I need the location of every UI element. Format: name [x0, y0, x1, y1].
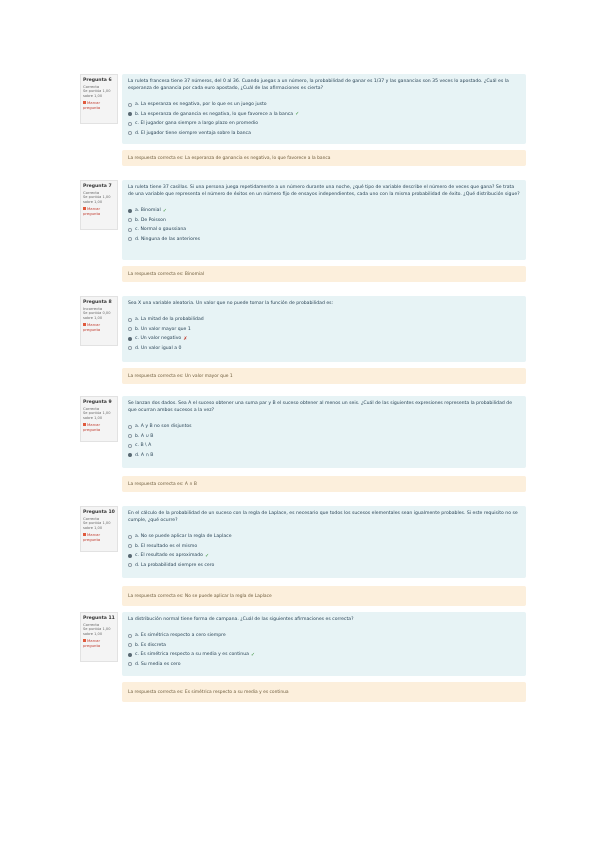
option-label: c. B \ A — [135, 443, 152, 449]
option-label: b. El resultado es el mismo — [135, 543, 198, 549]
radio-button-selected[interactable] — [128, 112, 132, 116]
radio-button[interactable] — [128, 131, 132, 135]
feedback-text: La respuesta correcta es: No se puede aplicar la regla de Laplace — [128, 593, 272, 599]
answer-option[interactable] — [128, 235, 520, 245]
flag-question-link[interactable] — [83, 206, 115, 216]
question-block — [80, 612, 526, 706]
feedback-box — [122, 682, 526, 702]
radio-button[interactable] — [128, 425, 132, 429]
question-block — [80, 180, 526, 285]
answer-option[interactable] — [128, 315, 520, 325]
radio-button[interactable] — [128, 122, 132, 126]
radio-button-selected[interactable] — [128, 554, 132, 558]
option-label: a. Es simétrica respecto a cero siempre — [135, 633, 226, 639]
question-text: En el cálculo de la probabilidad de un suceso con la regla de Laplace, es necesario que todos los sucesos elementales sean igualmente probables. Si este requisito no se cumple, ¿qué ocurre? — [128, 511, 518, 523]
answer-option[interactable] — [128, 641, 520, 651]
question-info — [80, 506, 118, 552]
options-list — [128, 631, 520, 669]
answer-option[interactable] — [128, 225, 520, 235]
radio-button[interactable] — [128, 346, 132, 350]
question-info — [80, 180, 118, 230]
flag-icon — [83, 101, 86, 104]
flag-icon — [83, 639, 86, 642]
incorrect-cross-icon: ✗ — [183, 335, 188, 342]
radio-button-selected[interactable] — [128, 337, 132, 341]
answer-option[interactable] — [128, 451, 520, 461]
answer-option[interactable] — [128, 561, 520, 571]
answer-option[interactable] — [128, 344, 520, 354]
feedback-text: La respuesta correcta es: Binomial — [128, 271, 205, 277]
answer-option[interactable] — [128, 532, 520, 542]
correct-check-icon: ✓ — [250, 651, 256, 658]
option-label: b. La esperanza de ganancia es negativa, lo que favorece a la banca — [135, 111, 294, 117]
question-points: Se puntúa 1,00 sobre 1,00 — [83, 195, 111, 204]
answer-option[interactable] — [128, 432, 520, 442]
option-label: d. Su media es cero — [135, 661, 181, 667]
option-label: d. A ∩ B — [135, 452, 154, 458]
feedback-text: La respuesta correcta es: Es simétrica respecto a su media y es continua — [128, 689, 289, 695]
option-label: d. La probabilidad siempre es cero — [135, 562, 215, 568]
question-text: Sea X una variable aleatoria. Un valor que no puede tomar la función de probabilidad es: — [128, 301, 334, 306]
option-label: a. A y B no son disjuntos — [135, 424, 192, 430]
option-label: c. Un valor negativo — [135, 336, 182, 342]
flag-question-link[interactable] — [83, 100, 115, 110]
flag-question-link[interactable] — [83, 322, 115, 332]
answer-option[interactable] — [128, 110, 520, 120]
radio-button[interactable] — [128, 327, 132, 331]
option-label: a. No se puede aplicar la regla de Laplace — [135, 534, 232, 540]
question-text: La distribución normal tiene forma de campana. ¿Cuál de las siguientes afirmaciones es correcta? — [128, 617, 354, 622]
radio-button[interactable] — [128, 634, 132, 638]
question-block — [80, 396, 526, 496]
flag-question-link[interactable] — [83, 638, 115, 648]
correct-check-icon: ✓ — [162, 207, 167, 214]
flag-icon — [83, 323, 86, 326]
radio-button-selected[interactable] — [128, 653, 132, 657]
options-list — [128, 100, 520, 138]
option-label: c. El resultado es aproximado — [135, 553, 203, 559]
option-label: c. Es simétrica respecto a su media y es continua — [135, 652, 249, 658]
flag-icon — [83, 423, 86, 426]
question-status: Incorrecta — [83, 306, 103, 311]
question-block — [80, 74, 526, 164]
question-number: Pregunta 10 — [83, 510, 115, 515]
answer-option[interactable] — [128, 631, 520, 641]
radio-button[interactable] — [128, 544, 132, 548]
flag-icon — [83, 533, 86, 536]
flag-question-link[interactable] — [83, 532, 115, 542]
question-points: Se puntúa 1,00 sobre 1,00 — [83, 89, 111, 98]
question-content — [122, 612, 526, 676]
radio-button[interactable] — [128, 563, 132, 567]
option-label: a. Binomial — [135, 208, 161, 214]
option-label: a. La esperanza es negativa, por lo que es un juego justo — [135, 102, 267, 108]
radio-button[interactable] — [128, 662, 132, 666]
flag-label: Marcar pregunta — [83, 422, 101, 433]
question-content — [122, 74, 526, 144]
answer-option[interactable] — [128, 660, 520, 670]
question-info — [80, 612, 118, 662]
flag-label: Marcar pregunta — [83, 532, 101, 543]
question-points: Se puntúa 1,00 sobre 1,00 — [83, 521, 111, 530]
feedback-box — [122, 476, 526, 492]
question-info — [80, 396, 118, 442]
answer-option[interactable] — [128, 422, 520, 432]
question-number: Pregunta 6 — [83, 78, 112, 83]
feedback-box — [122, 266, 526, 282]
question-points: Se puntúa 0,00 sobre 1,00 — [83, 311, 111, 320]
option-label: b. Un valor mayor que 1 — [135, 326, 191, 332]
question-points: Se puntúa 1,00 sobre 1,00 — [83, 627, 111, 636]
answer-option[interactable] — [128, 206, 520, 216]
feedback-text: La respuesta correcta es: Un valor mayor que 1 — [128, 373, 233, 379]
question-status: Correcta — [83, 622, 100, 627]
option-label: d. Ninguna de las anteriores — [135, 236, 200, 242]
question-number: Pregunta 8 — [83, 300, 112, 305]
question-info — [80, 296, 118, 346]
radio-button[interactable] — [128, 444, 132, 448]
correct-check-icon: ✓ — [295, 111, 300, 118]
option-label: b. A ∪ B — [135, 433, 154, 439]
question-text: La ruleta francesa tiene 37 números, del 0 al 36. Cuando juegas a un número, la probabilidad de ganar es 1/37 y las ganancias son 35 veces lo apostado. ¿Cuál es la esperanza de ganancia por cada euro apostado, ¿Cuál de las afirmaciones es cierta? — [128, 79, 509, 91]
flag-label: Marcar pregunta — [83, 100, 101, 111]
answer-option[interactable] — [128, 551, 520, 561]
question-points: Se puntúa 1,00 sobre 1,00 — [83, 411, 111, 420]
radio-button-selected[interactable] — [128, 209, 132, 213]
option-label: c. Normal o gaussiana — [135, 227, 187, 233]
question-content — [122, 180, 526, 260]
radio-button[interactable] — [128, 237, 132, 241]
option-label: d. El jugador tiene siempre ventaja sobre la banca — [135, 130, 251, 136]
option-label: c. El jugador gana siempre a largo plazo en promedio — [135, 121, 259, 127]
radio-button[interactable] — [128, 103, 132, 107]
answer-option[interactable] — [128, 334, 520, 344]
feedback-box — [122, 586, 526, 606]
options-list — [128, 206, 520, 244]
option-label: b. De Poisson — [135, 217, 166, 223]
question-status: Correcta — [83, 406, 100, 411]
question-content — [122, 296, 526, 362]
radio-button[interactable] — [128, 228, 132, 232]
answer-option[interactable] — [128, 119, 520, 129]
question-text: Se lanzan dos dados. Sea A el suceso obtener una suma par y B el suceso obtener al menos un seis. ¿Cuál de las siguientes expresiones representa la probabilidad de que ocurran ambos sucesos a la vez? — [128, 401, 513, 413]
question-text: La ruleta tiene 37 casillas. Si una persona juega repetidamente a un número durante una noche, ¿qué tipo de variable describe el número de veces que gana? Se trata de una variable que representa el número de éxitos en un número fijo de ensayos independientes, cada uno con la misma probabilidad de éxito. ¿Qué distribución sigue? — [128, 185, 520, 197]
radio-button[interactable] — [128, 535, 132, 539]
question-number: Pregunta 11 — [83, 616, 115, 621]
radio-button[interactable] — [128, 434, 132, 438]
question-content — [122, 396, 526, 468]
answer-option[interactable] — [128, 100, 520, 110]
option-label: a. La mitad de la probabilidad — [135, 317, 204, 323]
radio-button-selected[interactable] — [128, 453, 132, 457]
feedback-box — [122, 368, 526, 384]
radio-button[interactable] — [128, 643, 132, 647]
flag-icon — [83, 207, 86, 210]
question-content — [122, 506, 526, 578]
option-label: b. Es discreta — [135, 642, 166, 648]
answer-option[interactable] — [128, 650, 520, 660]
options-list — [128, 315, 520, 353]
flag-label: Marcar pregunta — [83, 322, 101, 333]
answer-option[interactable] — [128, 441, 520, 451]
question-status: Correcta — [83, 84, 100, 89]
question-status: Correcta — [83, 190, 100, 195]
options-list — [128, 532, 520, 570]
correct-check-icon: ✓ — [204, 552, 210, 559]
question-number: Pregunta 9 — [83, 400, 112, 405]
radio-button[interactable] — [128, 318, 132, 322]
feedback-text: La respuesta correcta es: La esperanza de ganancia es negativa, lo que favorece a la banca — [128, 155, 331, 161]
answer-option[interactable] — [128, 325, 520, 335]
options-list — [128, 422, 520, 460]
feedback-text: La respuesta correcta es: A ∩ B — [128, 481, 197, 487]
flag-label: Marcar pregunta — [83, 206, 101, 217]
answer-option[interactable] — [128, 542, 520, 552]
question-block — [80, 506, 526, 608]
flag-question-link[interactable] — [83, 422, 115, 432]
question-number: Pregunta 7 — [83, 184, 112, 189]
flag-label: Marcar pregunta — [83, 638, 101, 649]
radio-button[interactable] — [128, 218, 132, 222]
question-status: Correcta — [83, 516, 100, 521]
question-block — [80, 296, 526, 388]
feedback-box — [122, 150, 526, 166]
question-info — [80, 74, 118, 124]
option-label: d. Un valor igual a 0 — [135, 345, 182, 351]
answer-option[interactable] — [128, 216, 520, 226]
answer-option[interactable] — [128, 129, 520, 139]
